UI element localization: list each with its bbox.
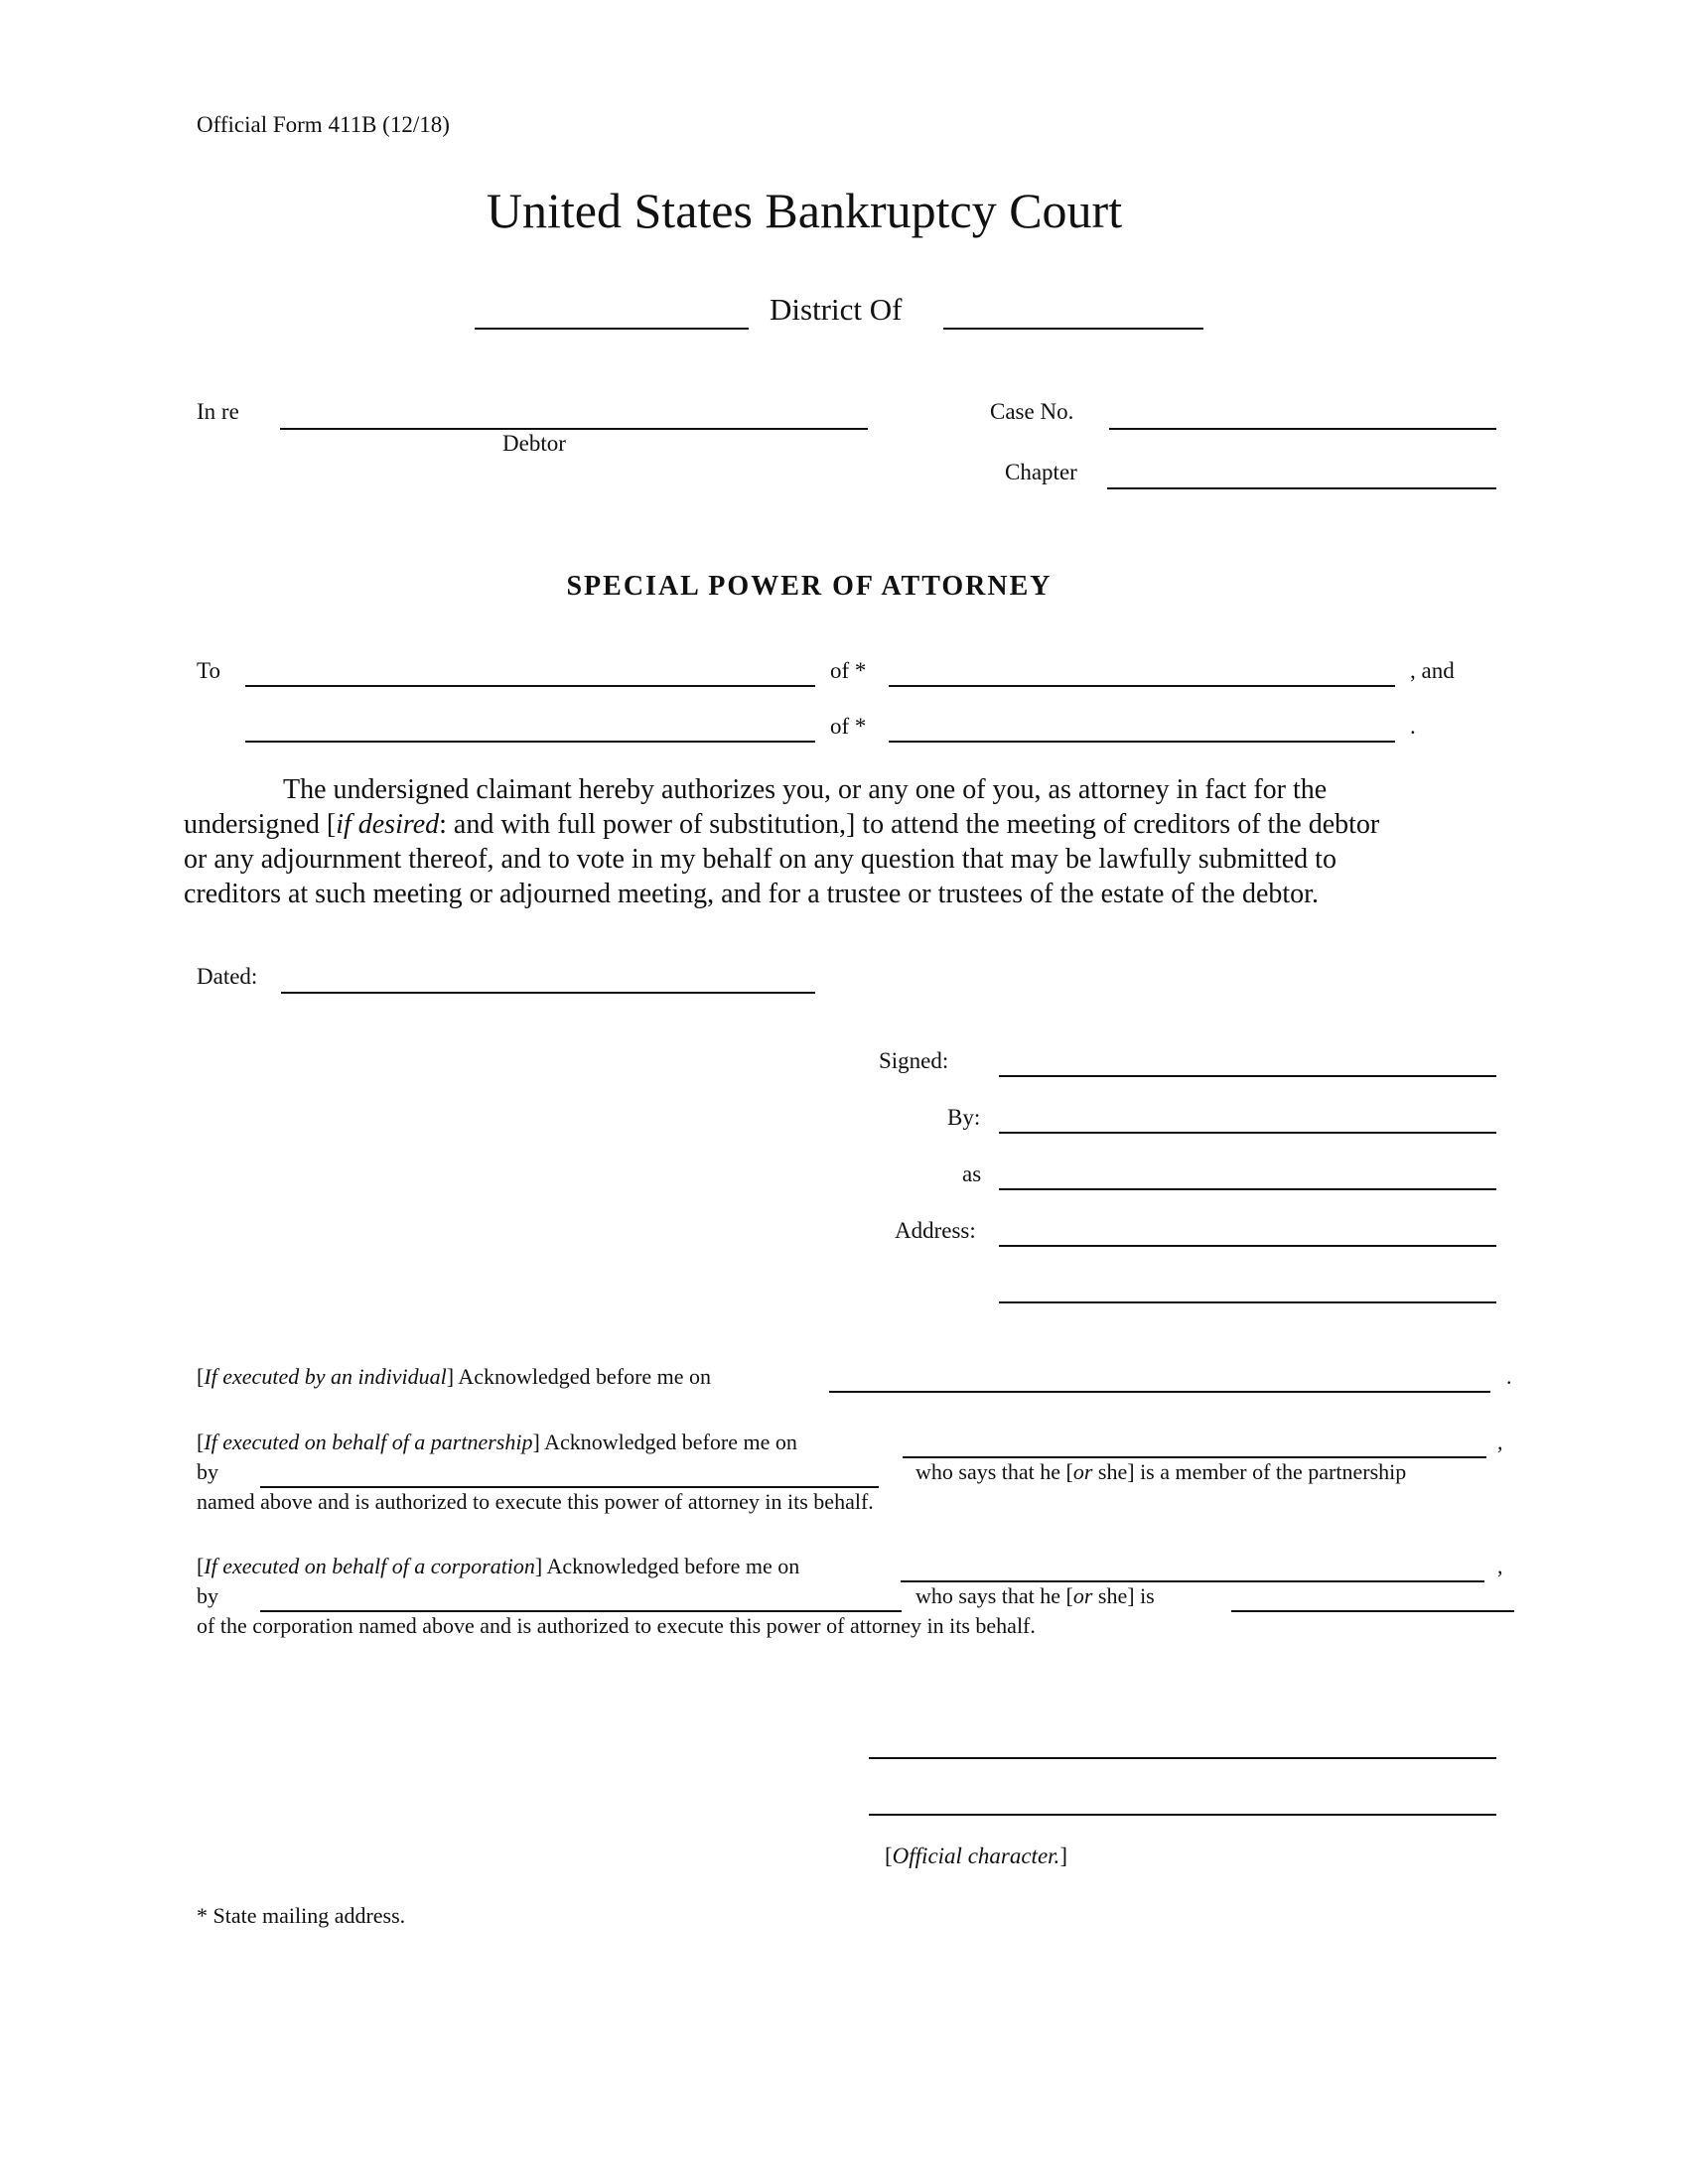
bracket-close: ] xyxy=(1059,1843,1067,1868)
or-text: or xyxy=(1072,1583,1093,1608)
address-field-2[interactable] xyxy=(999,1301,1496,1303)
form-id: Official Form 411B (12/18) xyxy=(197,112,450,137)
dated-label: Dated: xyxy=(197,964,258,989)
signed-field[interactable] xyxy=(999,1075,1496,1077)
attorney-2-address-field[interactable] xyxy=(889,741,1395,743)
ack-individual-date-field[interactable] xyxy=(829,1391,1490,1393)
case-no-label: Case No. xyxy=(990,399,1074,424)
of-label-2: of * xyxy=(830,714,867,739)
ack-partnership-date-field[interactable] xyxy=(903,1456,1486,1458)
period-label: . xyxy=(1410,714,1416,739)
ack-individual-italic: If executed by an individual xyxy=(204,1364,447,1389)
ack-partnership-by-label: by xyxy=(197,1459,218,1484)
of-label-1: of * xyxy=(830,658,867,683)
bracket-open: [ xyxy=(197,1430,205,1454)
district-right-field[interactable] xyxy=(943,328,1203,330)
official-character-label xyxy=(885,1843,1067,1869)
ack-partnership-close: ] Acknowledged before me on xyxy=(532,1430,797,1454)
ack-partnership-comma: , xyxy=(1497,1430,1503,1454)
body-line-2 xyxy=(184,809,1379,841)
ack-corporation-line-3: of the corporation named above and is authorized to execute this power of attorney in its behalf. xyxy=(197,1613,1036,1638)
notary-name-field[interactable] xyxy=(869,1814,1496,1816)
notary-signature-field[interactable] xyxy=(869,1757,1496,1759)
district-label: District Of xyxy=(770,292,903,327)
dated-field[interactable] xyxy=(281,992,815,994)
address-field-1[interactable] xyxy=(999,1245,1496,1247)
or-text: or xyxy=(1072,1459,1093,1484)
body-line-2-start: undersigned [ xyxy=(184,809,337,840)
ack-corporation-title-field[interactable] xyxy=(1231,1610,1514,1612)
attorney-1-name-field[interactable] xyxy=(245,685,815,687)
debtor-label: Debtor xyxy=(502,431,566,456)
footnote: * State mailing address. xyxy=(197,1903,406,1928)
by-label: By: xyxy=(947,1105,981,1130)
district-left-field[interactable] xyxy=(475,328,749,330)
says-end: she] is a member of the partnership xyxy=(1092,1459,1407,1484)
ack-corporation-italic: If executed on behalf of a corporation xyxy=(204,1554,535,1578)
ack-partnership-line-3: named above and is authorized to execute this power of attorney in its behalf. xyxy=(197,1489,874,1514)
says-start: who says that he [ xyxy=(915,1583,1073,1608)
to-label: To xyxy=(197,658,220,683)
address-label: Address: xyxy=(895,1218,976,1243)
signed-label: Signed: xyxy=(879,1048,949,1073)
and-label: , and xyxy=(1410,658,1455,683)
by-field[interactable] xyxy=(999,1132,1496,1134)
as-label: as xyxy=(962,1161,982,1186)
chapter-field[interactable] xyxy=(1107,487,1496,489)
document-title: SPECIAL POWER OF ATTORNEY xyxy=(566,571,1053,602)
ack-individual-close: ] Acknowledged before me on xyxy=(446,1364,712,1389)
body-line-4: creditors at such meeting or adjourned meeting, and for a trustee or trustees of the estate of the debtor. xyxy=(184,879,1319,909)
bracket-open: [ xyxy=(197,1364,205,1389)
bracket-open: [ xyxy=(197,1554,205,1578)
ack-corporation-text xyxy=(197,1554,799,1579)
ack-corporation-says xyxy=(915,1583,1155,1609)
in-re-label: In re xyxy=(197,399,239,424)
ack-partnership-italic: If executed on behalf of a partnership xyxy=(204,1430,533,1454)
says-end: she] is xyxy=(1092,1583,1155,1608)
ack-partnership-by-field[interactable] xyxy=(260,1486,879,1488)
attorney-1-address-field[interactable] xyxy=(889,685,1395,687)
as-field[interactable] xyxy=(999,1188,1496,1190)
if-desired-text: if desired xyxy=(336,809,440,840)
attorney-2-name-field[interactable] xyxy=(245,741,815,743)
body-line-1: The undersigned claimant hereby authorizes you, or any one of you, as attorney in fact for the xyxy=(283,774,1328,805)
says-start: who says that he [ xyxy=(915,1459,1073,1484)
ack-individual-period: . xyxy=(1506,1364,1512,1389)
official-character-italic: Official character. xyxy=(892,1843,1060,1868)
case-no-field[interactable] xyxy=(1109,428,1496,430)
bracket-open: [ xyxy=(885,1843,893,1868)
debtor-field[interactable] xyxy=(280,428,868,430)
body-line-2-end: : and with full power of substitution,] to attend the meeting of creditors of the debtor xyxy=(439,809,1380,840)
ack-corporation-close: ] Acknowledged before me on xyxy=(534,1554,800,1578)
ack-partnership-says xyxy=(915,1459,1406,1485)
ack-corporation-by-label: by xyxy=(197,1583,218,1608)
ack-corporation-by-field[interactable] xyxy=(260,1610,902,1612)
ack-partnership-text xyxy=(197,1430,797,1455)
ack-individual-text xyxy=(197,1364,711,1390)
court-title: United States Bankruptcy Court xyxy=(486,183,1123,238)
chapter-label: Chapter xyxy=(1005,460,1077,484)
body-line-3: or any adjournment thereof, and to vote in my behalf on any question that may be lawfully submitted to xyxy=(184,844,1336,875)
ack-corporation-comma: , xyxy=(1497,1554,1503,1578)
ack-corporation-date-field[interactable] xyxy=(901,1580,1484,1582)
